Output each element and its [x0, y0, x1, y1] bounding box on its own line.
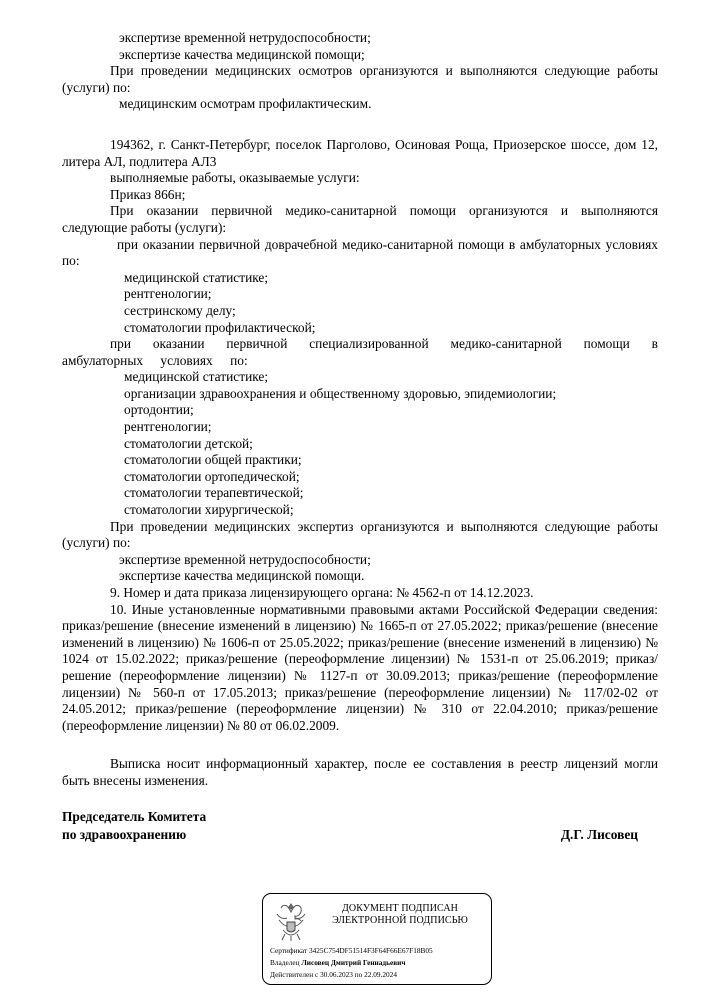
list-item: медицинской статистике;: [124, 269, 269, 285]
list-item: стоматологии общей практики;: [124, 452, 302, 468]
paragraph: при оказании первичной доврачебной медико-санитарной помощи в амбулаторных условиях по:: [62, 236, 658, 269]
stamp-title-line: ДОКУМЕНТ ПОДПИСАН: [342, 903, 458, 914]
signatory-position: по здравоохранению: [62, 827, 187, 842]
text-line: выполняемые работы, оказываемые услуги:: [110, 170, 360, 186]
list-item: стоматологии профилактической;: [124, 319, 316, 335]
stamp-title-line: ЭЛЕКТРОННОЙ ПОДПИСЬЮ: [332, 915, 468, 926]
list-item: стоматологии ортопедической;: [124, 468, 300, 484]
owner-value: Лисовец Дмитрий Геннадьевич: [301, 958, 406, 967]
coat-of-arms-icon: [273, 900, 309, 944]
text-line: медицинским осмотрам профилактическим.: [119, 96, 372, 112]
electronic-signature-stamp: [262, 893, 492, 985]
certificate-value: 3425C754DF51514F3F64F66E67F18B05: [308, 946, 433, 955]
other-details-paragraph: 10. Иные установленные нормативными правовыми актами Российской Федерации сведения: приказ/решение (внесение изменений в лицензию) № 1665-п от 27.05.2022; приказ/решение (внесение изменений в лицензию) № 1606-п от 25.05.2022; приказ/решение (внесение изменений в лицензию) № 1024 от 15.02.2022; приказ/решение (переоформление лицензии) № 1531-п от 25.06.2019; приказ/решение (переоформление лицензии) № 1127-п от 30.09.2013; приказ/решение (переоформление лицензии) № 560-п от 17.05.2013; приказ/решение (переоформление лицензии) № 117/02-02 от 24.05.2012; приказ/решение (переоформление лицензии) № 310 от 22.04.2010; приказ/решение (переоформление лицензии) № 80 от 06.02.2009.: [62, 601, 658, 733]
paragraph: при оказании первичной специализированной медико-санитарной помощи в амбулаторных условиях по:: [62, 336, 658, 368]
certificate-label: Сертификат: [270, 946, 308, 955]
paragraph: При проведении медицинских осмотров организуются и выполняются следующие работы (услуги) по:: [62, 63, 658, 95]
owner-line: [270, 958, 405, 967]
paragraph: При оказании первичной медико-санитарной помощи организуются и выполняются следующие работы (услуги):: [62, 203, 658, 235]
list-item: медицинской статистике;: [124, 369, 269, 385]
text-line: экспертизе качества медицинской помощи.: [119, 568, 365, 584]
paragraph: При проведении медицинских экспертиз организуются и выполняются следующие работы (услуги) по:: [62, 518, 658, 551]
list-item: рентгенологии;: [124, 419, 212, 435]
list-item: ортодонтии;: [124, 402, 194, 418]
list-item: рентгенологии;: [124, 286, 212, 302]
text-line: экспертизе временной нетрудоспособности;: [119, 551, 371, 567]
services-list-primary: [62, 270, 658, 336]
validity-line: Действителен с 30.06.2023 по 22.09.2024: [270, 970, 397, 979]
list-item: стоматологии детской;: [124, 435, 253, 451]
text-line: экспертизе временной нетрудоспособности;: [119, 30, 371, 45]
list-item: организации здравоохранения и общественному здоровью, эпидемиологии;: [124, 385, 557, 401]
owner-label: Владелец: [270, 958, 300, 967]
text-line: Приказ 866н;: [110, 186, 186, 202]
disclaimer-paragraph: Выписка носит информационный характер, после ее составления в реестр лицензий могли быть внесены изменения.: [62, 756, 658, 788]
certificate-line: [270, 946, 433, 955]
signature-block: [62, 808, 658, 844]
services-list-specialized: [62, 369, 658, 518]
stamp-title: [315, 903, 485, 927]
signatory-position: Председатель Комитета: [62, 809, 207, 824]
list-item: стоматологии хирургической;: [124, 502, 294, 518]
order-number: 9. Номер и дата приказа лицензирующего органа: № 4562-п от 14.12.2023.: [110, 585, 534, 600]
document-body: [62, 30, 658, 790]
text-line: экспертизе качества медицинской помощи;: [119, 46, 365, 62]
address-paragraph: 194362, г. Санкт-Петербург, поселок Парголово, Осиновая Роща, Приозерское шоссе, дом 12, литера АЛ, подлитера АЛ3: [62, 136, 658, 169]
list-item: стоматологии терапевтической;: [124, 485, 304, 501]
signatory-name: Д.Г. Лисовец: [560, 827, 638, 842]
list-item: сестринскому делу;: [124, 302, 236, 318]
